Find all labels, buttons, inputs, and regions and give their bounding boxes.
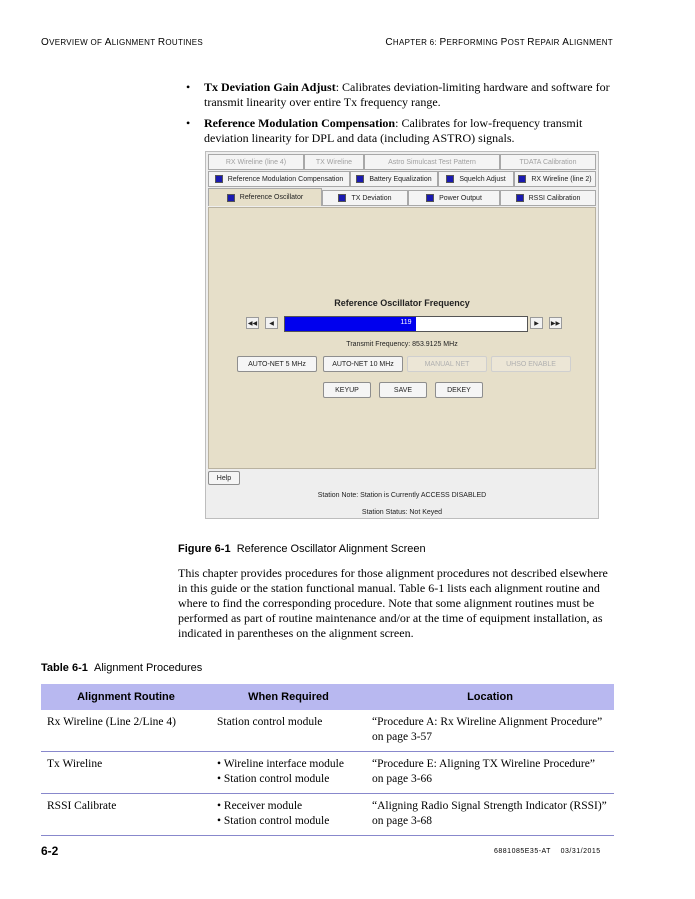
header-text: ERFORMING (446, 38, 501, 47)
bullet-item: • Tx Deviation Gain Adjust: Calibrates deviation-limiting hardware and software for transmit linearity over entire Tx frequency range. (186, 80, 610, 109)
checkbox-icon (227, 194, 235, 202)
table-label: Table 6-1 (41, 662, 88, 674)
header-initial: R (527, 37, 535, 48)
next-icon[interactable]: ▶ (530, 317, 543, 329)
header-text: EPAIR (534, 38, 563, 47)
header-right (385, 37, 613, 48)
figure-caption (178, 543, 426, 555)
tab-tdata-calibration[interactable]: TDATA Calibration (500, 154, 596, 170)
alignment-procedures-table (41, 684, 614, 836)
table-header-row (41, 684, 614, 710)
tab-power-output[interactable]: Power Output (408, 190, 500, 206)
tab-tx-wireline[interactable]: TX Wireline (304, 154, 364, 170)
checkbox-icon (215, 175, 223, 183)
when-item: • Receiver module (217, 799, 360, 814)
column-header: Location (366, 684, 614, 710)
tab-reference-modulation[interactable]: Reference Modulation Compensation (208, 171, 350, 187)
auto-net-10-button[interactable]: AUTO-NET 10 MHz (323, 356, 403, 372)
checkbox-icon (338, 194, 346, 202)
document-id: 6881085E35-AT 03/31/2015 (494, 848, 601, 855)
header-initial: R (157, 37, 166, 48)
when-item: • Station control module (217, 814, 360, 829)
table-row (41, 752, 614, 794)
header-initial: A (104, 37, 112, 48)
column-header: Alignment Routine (41, 684, 211, 710)
tab-squelch-adjust[interactable]: Squelch Adjust (438, 171, 514, 187)
header-initial: O (41, 37, 50, 48)
header-text: OST (507, 38, 528, 47)
table-row (41, 710, 614, 752)
bullet-item: • Reference Modulation Compensation: Calibrates for low-frequency transmit deviation linearity for DPL and data (including ASTRO) signals. (186, 116, 583, 145)
routine-cell: Tx Wireline (41, 752, 211, 794)
tab-rx-wireline-line2[interactable]: RX Wireline (line 2) (514, 171, 596, 187)
dekey-button[interactable]: DEKEY (435, 382, 483, 398)
checkbox-icon (518, 175, 526, 183)
first-icon[interactable]: ◀◀ (246, 317, 259, 329)
routine-cell: Rx Wireline (Line 2/Line 4) (41, 710, 211, 752)
header-initial: C (385, 37, 393, 48)
routine-cell: RSSI Calibrate (41, 794, 211, 836)
when-cell (211, 794, 366, 836)
checkbox-icon (446, 175, 454, 183)
frequency-slider[interactable] (284, 316, 528, 332)
checkbox-icon (426, 194, 434, 202)
header-text: LIGNMENT (111, 38, 158, 47)
slider-value: 119 (400, 319, 412, 326)
when-cell: Station control module (211, 710, 366, 752)
keyup-button[interactable]: KEYUP (323, 382, 371, 398)
table-row (41, 794, 614, 836)
page-number: 6-2 (41, 844, 59, 858)
manual-net-button[interactable]: MANUAL NET (407, 356, 487, 372)
save-button[interactable]: SAVE (379, 382, 427, 398)
tab-battery-equalization[interactable]: Battery Equalization (350, 171, 438, 187)
tab-rx-wireline-line4[interactable]: RX Wireline (line 4) (208, 154, 304, 170)
help-button[interactable]: Help (208, 471, 240, 485)
column-header: When Required (211, 684, 366, 710)
alignment-screenshot (205, 151, 599, 519)
uhso-enable-button[interactable]: UHSO ENABLE (491, 356, 571, 372)
tab-astro-simulcast[interactable]: Astro Simulcast Test Pattern (364, 154, 500, 170)
figure-label: Figure 6-1 (178, 543, 231, 555)
header-initial: P (500, 37, 508, 48)
panel-title: Reference Oscillator Frequency (334, 298, 470, 308)
previous-icon[interactable]: ◀ (265, 317, 278, 329)
bullet-term: Tx Deviation Gain Adjust (204, 80, 336, 94)
when-item: • Wireline interface module (217, 757, 360, 772)
header-initial: P (439, 37, 447, 48)
bullet-term: Reference Modulation Compensation (204, 116, 396, 130)
location-cell: “Procedure A: Rx Wireline Alignment Procedure” on page 3-57 (366, 710, 614, 752)
bullet-text: : Calibrates for low-frequency transmit deviation linearity for DPL and data (including ASTRO) signals. (204, 116, 583, 145)
when-cell (211, 752, 366, 794)
checkbox-icon (356, 175, 364, 183)
station-note: Station Note: Station is Currently ACCESS DISABLED (317, 492, 487, 499)
header-initial: A (562, 37, 570, 48)
table-title: Alignment Procedures (94, 662, 203, 674)
reference-oscillator-panel (208, 207, 596, 469)
header-text: VERVIEW OF (49, 38, 105, 47)
tab-reference-oscillator[interactable]: Reference Oscillator (208, 188, 322, 206)
transmit-frequency: Transmit Frequency: 853.9125 MHz (346, 341, 458, 348)
checkbox-icon (516, 194, 524, 202)
header-text: LIGNMENT (569, 38, 613, 47)
when-item: • Station control module (217, 772, 360, 787)
bullet-text: : Calibrates deviation-limiting hardware and software for transmit linearity over entire Tx frequency range. (204, 80, 610, 109)
station-status: Station Status: Not Keyed (361, 509, 443, 516)
bullet-list (186, 80, 616, 152)
tab-rssi-calibration[interactable]: RSSI Calibration (500, 190, 596, 206)
tab-tx-deviation[interactable]: TX Deviation (322, 190, 408, 206)
header-text: OUTINES (165, 38, 204, 47)
location-cell: “Procedure E: Aligning TX Wireline Procedure” on page 3-66 (366, 752, 614, 794)
header-left (41, 37, 203, 48)
header-text: HAPTER 6: (392, 38, 440, 47)
body-paragraph: This chapter provides procedures for those alignment procedures not described elsewhere in this guide or the station functional manual. Table 6-1 lists each alignment routine and where to find the corresponding procedure. Note that some alignment routines must be performed as part of routine maintenance and/or at the time of equipment installation, as indicated in parentheses on the alignment screen. (178, 566, 608, 640)
table-caption (41, 662, 202, 674)
figure-text: Reference Oscillator Alignment Screen (236, 543, 426, 555)
auto-net-5-button[interactable]: AUTO-NET 5 MHz (237, 356, 317, 372)
location-cell: “Aligning Radio Signal Strength Indicator (RSSI)” on page 3-68 (366, 794, 614, 836)
last-icon[interactable]: ▶▶ (549, 317, 562, 329)
